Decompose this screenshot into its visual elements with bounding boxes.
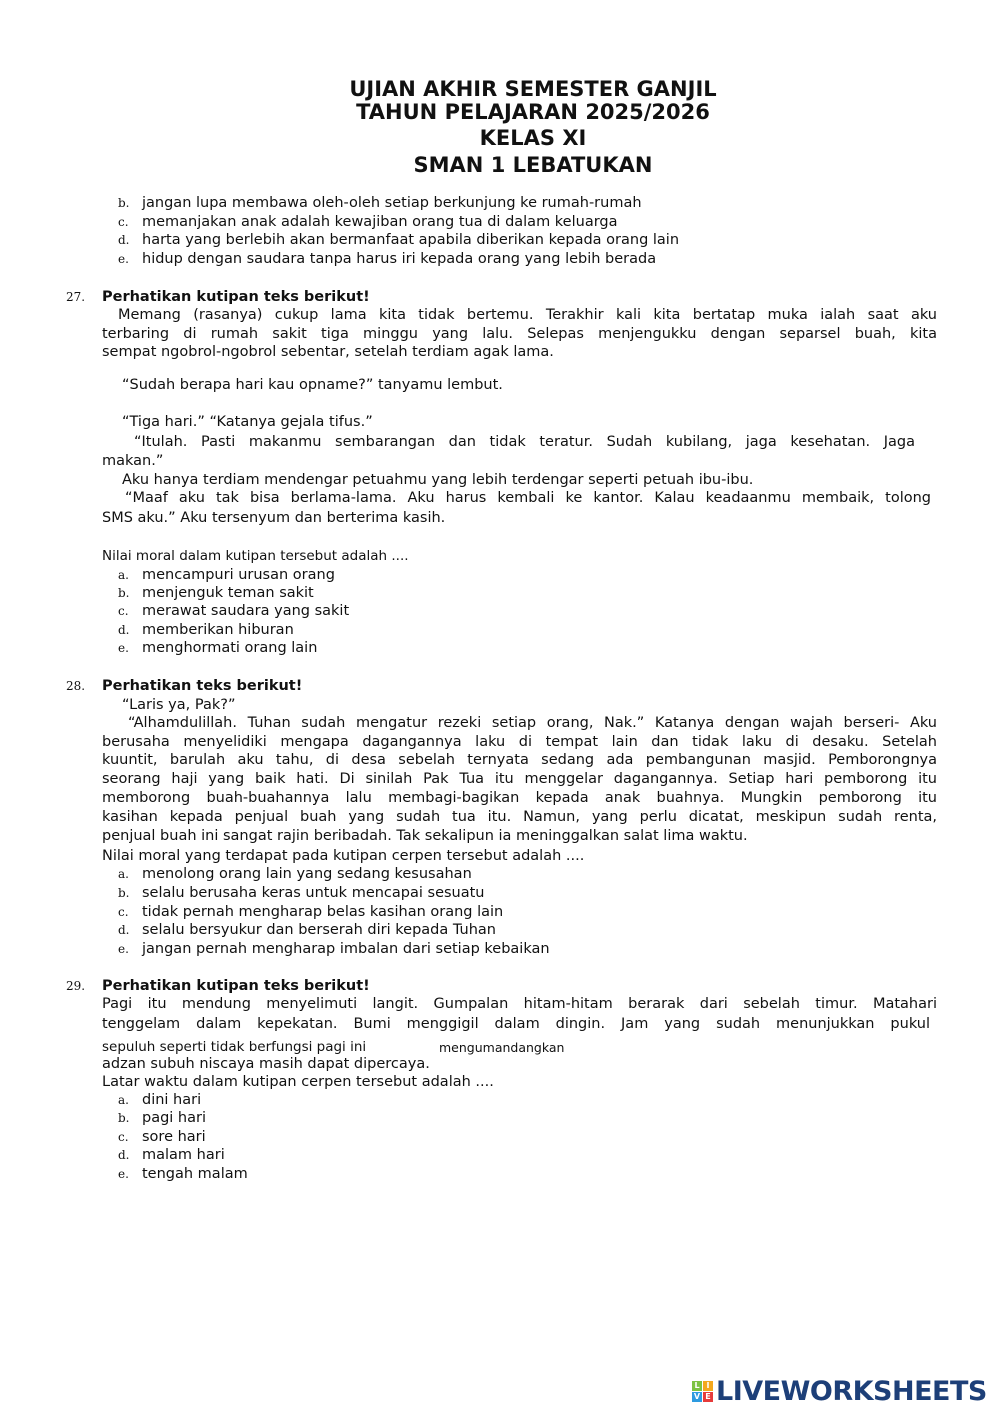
question-heading: Perhatikan kutipan teks berikut!	[102, 978, 370, 994]
passage-line: seorang haji yang baik hati. Di sinilah Pak Tua itu menggelar dagangannya. Setiap hari pemborong itu	[102, 771, 937, 787]
passage-line: Pagi itu mendung menyelimuti langit. Gumpalan hitam-hitam berarak dari sebelah timur. Matahari	[102, 996, 937, 1012]
option-letter: b.	[118, 196, 130, 210]
passage-line: memborong buah-buahannya lalu membagi-bagikan kepada anak buahnya. Mungkin pemborong itu	[102, 790, 937, 806]
passage-line: “Laris ya, Pak?”	[122, 697, 236, 713]
option-text[interactable]: memberikan hiburan	[142, 622, 294, 638]
header-school: SMAN 1 LEBATUKAN	[413, 153, 653, 177]
liveworksheets-logo[interactable]	[692, 1376, 987, 1407]
option-text[interactable]: menghormati orang lain	[142, 640, 318, 656]
logo-text: LIVEWORKSHEETS	[716, 1376, 987, 1407]
passage-line: sempat ngobrol-ngobrol sebentar, setelah terdiam agak lama.	[102, 344, 554, 360]
logo-cube: E	[703, 1392, 713, 1402]
option-text[interactable]: sore hari	[142, 1129, 206, 1145]
option-letter: e.	[118, 1167, 129, 1181]
passage-line: penjual buah ini sangat rajin beribadah. Tak sekalipun ia meninggalkan salat lima waktu.	[102, 828, 748, 844]
option-text[interactable]: harta yang berlebih akan bermanfaat apabila diberikan kepada orang lain	[142, 232, 680, 248]
option-letter: a.	[118, 1093, 129, 1107]
option-text[interactable]: tidak pernah mengharap belas kasihan orang lain	[142, 904, 504, 920]
question-number: 28.	[66, 679, 86, 693]
option-text[interactable]: jangan pernah mengharap imbalan dari setiap kebaikan	[142, 941, 550, 957]
option-text[interactable]: menolong orang lain yang sedang kesusahan	[142, 866, 472, 882]
passage-line: adzan subuh niscaya masih dapat dipercaya.	[102, 1056, 430, 1072]
passage-line: kuuntit, barulah aku tahu, di desa sebelah ternyata sedang ada pembangunan masjid. Pemborongnya	[102, 752, 937, 768]
option-text[interactable]: menjenguk teman sakit	[142, 585, 314, 601]
passage-line: makan.”	[102, 453, 164, 469]
option-text[interactable]: jangan lupa membawa oleh-oleh setiap berkunjung ke rumah-rumah	[142, 195, 642, 211]
option-letter: e.	[118, 641, 129, 655]
passage-line: berusaha menyelidiki mengapa dagangannya laku di tempat lain dan tidak laku di desaku. Setelah	[102, 734, 937, 750]
option-letter: e.	[118, 252, 129, 266]
passage-line: kasihan kepada penjual buah yang sudah tua itu. Namun, yang perlu dicatat, meskipun sudah renta,	[102, 809, 937, 825]
question-heading: Perhatikan kutipan teks berikut!	[102, 289, 370, 305]
option-letter: c.	[118, 1130, 129, 1144]
option-letter: d.	[118, 623, 130, 637]
logo-cube: L	[692, 1381, 702, 1391]
option-text[interactable]: selalu berusaha keras untuk mencapai sesuatu	[142, 885, 485, 901]
option-letter: a.	[118, 568, 129, 582]
option-letter: a.	[118, 867, 129, 881]
option-text[interactable]: tengah malam	[142, 1166, 248, 1182]
passage-line: SMS aku.” Aku tersenyum dan berterima kasih.	[102, 510, 446, 526]
option-text[interactable]: memanjakan anak adalah kewajiban orang tua di dalam keluarga	[142, 214, 618, 230]
header-class: KELAS XI	[479, 126, 587, 150]
option-letter: e.	[118, 942, 129, 956]
option-text[interactable]: pagi hari	[142, 1110, 206, 1126]
option-letter: c.	[118, 604, 129, 618]
question-text: Latar waktu dalam kutipan cerpen tersebut adalah ....	[102, 1074, 494, 1090]
passage-line: “Itulah. Pasti makanmu sembarangan dan tidak teratur. Sudah kubilang, jaga kesehatan. Jaga	[134, 434, 915, 450]
option-letter: b.	[118, 886, 130, 900]
passage-line: “Tiga hari.” “Katanya gejala tifus.”	[122, 414, 373, 430]
header-title: UJIAN AKHIR SEMESTER GANJIL	[349, 77, 717, 101]
question-heading: Perhatikan teks berikut!	[102, 678, 303, 694]
option-letter: c.	[118, 215, 129, 229]
passage-line: mengumandangkan	[439, 1040, 565, 1055]
option-letter: b.	[118, 586, 130, 600]
option-text[interactable]: malam hari	[142, 1147, 225, 1163]
logo-cube: I	[703, 1381, 713, 1391]
passage-line: sepuluh seperti tidak berfungsi pagi ini	[102, 1039, 367, 1055]
logo-cube: V	[693, 1392, 701, 1401]
option-letter: c.	[118, 905, 129, 919]
option-text[interactable]: merawat saudara yang sakit	[142, 603, 350, 619]
passage-line: terbaring di rumah sakit tiga minggu yang lalu. Selepas menjengukku dengan separsel buah, kita	[102, 326, 937, 342]
option-letter: d.	[118, 233, 130, 247]
option-text[interactable]: mencampuri urusan orang	[142, 567, 335, 583]
passage-line: “Alhamdulillah. Tuhan sudah mengatur rezeki setiap orang, Nak.” Katanya dengan wajah berseri- Aku	[128, 715, 937, 731]
question-text: Nilai moral dalam kutipan tersebut adalah ....	[102, 548, 409, 564]
question-number: 29.	[66, 979, 86, 993]
passage-line: Memang (rasanya) cukup lama kita tidak bertemu. Terakhir kali kita bertatap muka ialah saat aku	[118, 307, 937, 323]
passage-line: Aku hanya terdiam mendengar petuahmu yang lebih terdengar seperti petuah ibu-ibu.	[122, 472, 754, 488]
question-number: 27.	[66, 290, 86, 304]
passage-line: “Maaf aku tak bisa berlama-lama. Aku harus kembali ke kantor. Kalau keadaanmu membaik, tolong	[125, 490, 931, 506]
header-year: TAHUN PELAJARAN 2025/2026	[356, 100, 710, 124]
question-text: Nilai moral yang terdapat pada kutipan cerpen tersebut adalah ....	[102, 848, 585, 864]
passage-line: “Sudah berapa hari kau opname?” tanyamu lembut.	[122, 377, 503, 393]
option-text[interactable]: dini hari	[142, 1092, 202, 1108]
option-letter: d.	[118, 923, 130, 937]
option-text[interactable]: hidup dengan saudara tanpa harus iri kepada orang yang lebih berada	[142, 251, 657, 267]
option-letter: b.	[118, 1111, 130, 1125]
option-text[interactable]: selalu bersyukur dan berserah diri kepada Tuhan	[142, 922, 496, 938]
passage-line: tenggelam dalam kepekatan. Bumi menggigil dalam dingin. Jam yang sudah menunjukkan pukul	[102, 1016, 930, 1032]
logo-cubes-icon	[692, 1381, 713, 1402]
option-letter: d.	[118, 1148, 130, 1162]
